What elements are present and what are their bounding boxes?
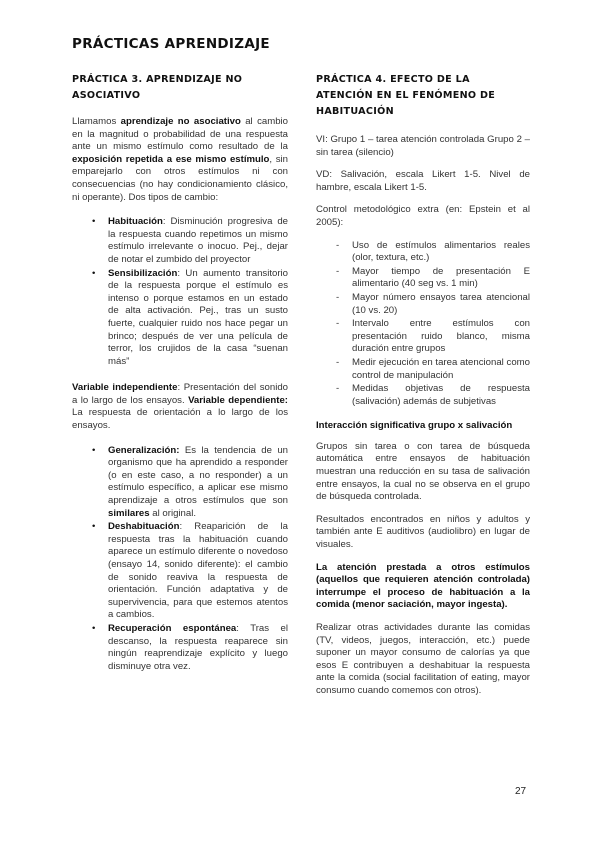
- list-item: - Mayor tiempo de presentación E alimentario (40 seg vs. 1 min): [336, 266, 530, 291]
- page-title: PRÁCTICAS APRENDIZAJE: [72, 36, 270, 52]
- variables-paragraph: [72, 382, 288, 432]
- definition: Es la tendencia de un organismo que ha aprendido a responder (o en este caso, a no responder) a un estímulo específico, a aplicar ese mismo aprendizaje a otros estímulos que son: [108, 444, 288, 507]
- results-paragraph: Resultados encontrados en niños y adultos y también ante E auditivos (audiolibro) en lugar de visuales.: [316, 513, 530, 551]
- list-item: - Uso de estímulos alimentarios reales (olor, textura, etc.): [336, 240, 530, 265]
- intro-text: , sin emparejarlo con otros estímulos ni con consecuencias (no hay condicionamiento clásico, ni operante). Dos tipos de cambio:: [72, 153, 288, 203]
- term: Recuperación espontánea: [108, 622, 237, 634]
- page-number: 27: [515, 786, 527, 797]
- right-column: [316, 72, 530, 708]
- list-item: [92, 521, 288, 622]
- vd-paragraph: VD: Salivación, escala Likert 1-5. Nivel de hambre, escala Likert 1-5.: [316, 169, 530, 193]
- intro-term: aprendizaje no asociativo: [120, 116, 241, 127]
- section-title-practica-3: PRÁCTICA 3. APRENDIZAJE NO ASOCIATIVO: [72, 74, 243, 101]
- term: similares: [108, 507, 150, 519]
- list-item: - Mayor número ensayos tarea atencional (10 vs. 20): [336, 292, 530, 317]
- definition: : Reaparición de la respuesta tras la habituación cuando aparece un estímulo diferente o novedoso (ensayo 14, sonido diferente): el cambio de sonido reaviva la respuesta de orientación. Función adaptativa y de supervivencia, para que estemos atentos a cambios.: [108, 521, 288, 621]
- list-item: [92, 216, 288, 266]
- subheading: Interacción significativa grupo x salivación: [316, 420, 513, 432]
- list-item: - Medir ejecución en tarea atencional como control de manipulación: [336, 357, 530, 382]
- term: Variable dependiente:: [188, 394, 288, 406]
- definition: al original.: [149, 507, 197, 519]
- definition: La respuesta de orientación a lo largo de los ensayos.: [72, 407, 288, 432]
- intro-text: Llamamos: [72, 116, 121, 127]
- list-item: [92, 268, 288, 369]
- types-list: [92, 216, 288, 368]
- term: Habituación: [108, 216, 163, 228]
- term: Sensibilización: [108, 267, 178, 279]
- intro-term: exposición repetida a ese mismo estímulo: [72, 153, 270, 165]
- definition: : Presentación del sonido a lo largo de los ensayos.: [72, 382, 288, 406]
- definition: : Un aumento transitorio de la respuesta porque el estímulo es intenso o porque estamos en un estado de alta activación. Pej., tras un susto fuerte, cualquier ruido nos hace pegar un brinco; después de ver una película de terror, los crujidos de la casa “suenan más”: [108, 267, 288, 367]
- left-column: [72, 72, 288, 687]
- list-item: - Medidas objetivas de respuesta (salivación) además de subjetivas: [336, 383, 530, 408]
- intro-paragraph: [72, 116, 288, 204]
- controls-list: [336, 240, 530, 409]
- results-paragraph: Grupos sin tarea o con tarea de búsqueda automática entre ensayos de habituación muestran una reducción en su tasa de salivación entre ensayos, la cual no se observa en el grupo de búsqueda controlada.: [316, 440, 530, 503]
- term: Variable independiente: [72, 382, 178, 394]
- term: Deshabituación: [108, 521, 180, 533]
- phenomena-list: [92, 445, 288, 674]
- implication-paragraph: Realizar otras actividades durante las comidas (TV, videos, juegos, interacción, etc.) puede suponer un mayor consumo de calorías ya que esos E contribuyen a deshabituar la respuesta ante la comida (social facilitation of eating, mayor consumo cuando comemos con otros).: [316, 622, 530, 696]
- definition: : Disminución progresiva de la respuesta cuando repetimos un mismo estímulo irrelevante o inocuo. Pej., dejar de notar el zumbido del proyector: [108, 216, 288, 265]
- list-item: [92, 445, 288, 521]
- list-item: - Intervalo entre estímulos con presentación ruido blanco, misma duración entre grupos: [336, 318, 530, 356]
- vi-paragraph: VI: Grupo 1 – tarea atención controlada Grupo 2 – sin tarea (silencio): [316, 134, 530, 158]
- control-intro: Control metodológico extra (en: Epstein et al 2005):: [316, 204, 530, 228]
- definition: : Tras el descanso, la respuesta reaparece sin ningún reaprendizaje explícito y luego disminuye otra vez.: [108, 622, 288, 672]
- list-item: [92, 623, 288, 673]
- section-title-practica-4: PRÁCTICA 4. EFECTO DE LA ATENCIÓN EN EL FENÓMENO DE HABITUACIÓN: [316, 74, 496, 117]
- term: Generalización:: [108, 444, 180, 456]
- conclusion-paragraph: La atención prestada a otros estímulos (aquellos que requieren atención controlada) interrumpe el proceso de habituación a la comida (menor saciación, mayor ingesta).: [316, 561, 530, 611]
- intro-text: al cambio en la magnitud o probabilidad de una respuesta ante un mismo estímulo como resultado de la: [72, 116, 288, 153]
